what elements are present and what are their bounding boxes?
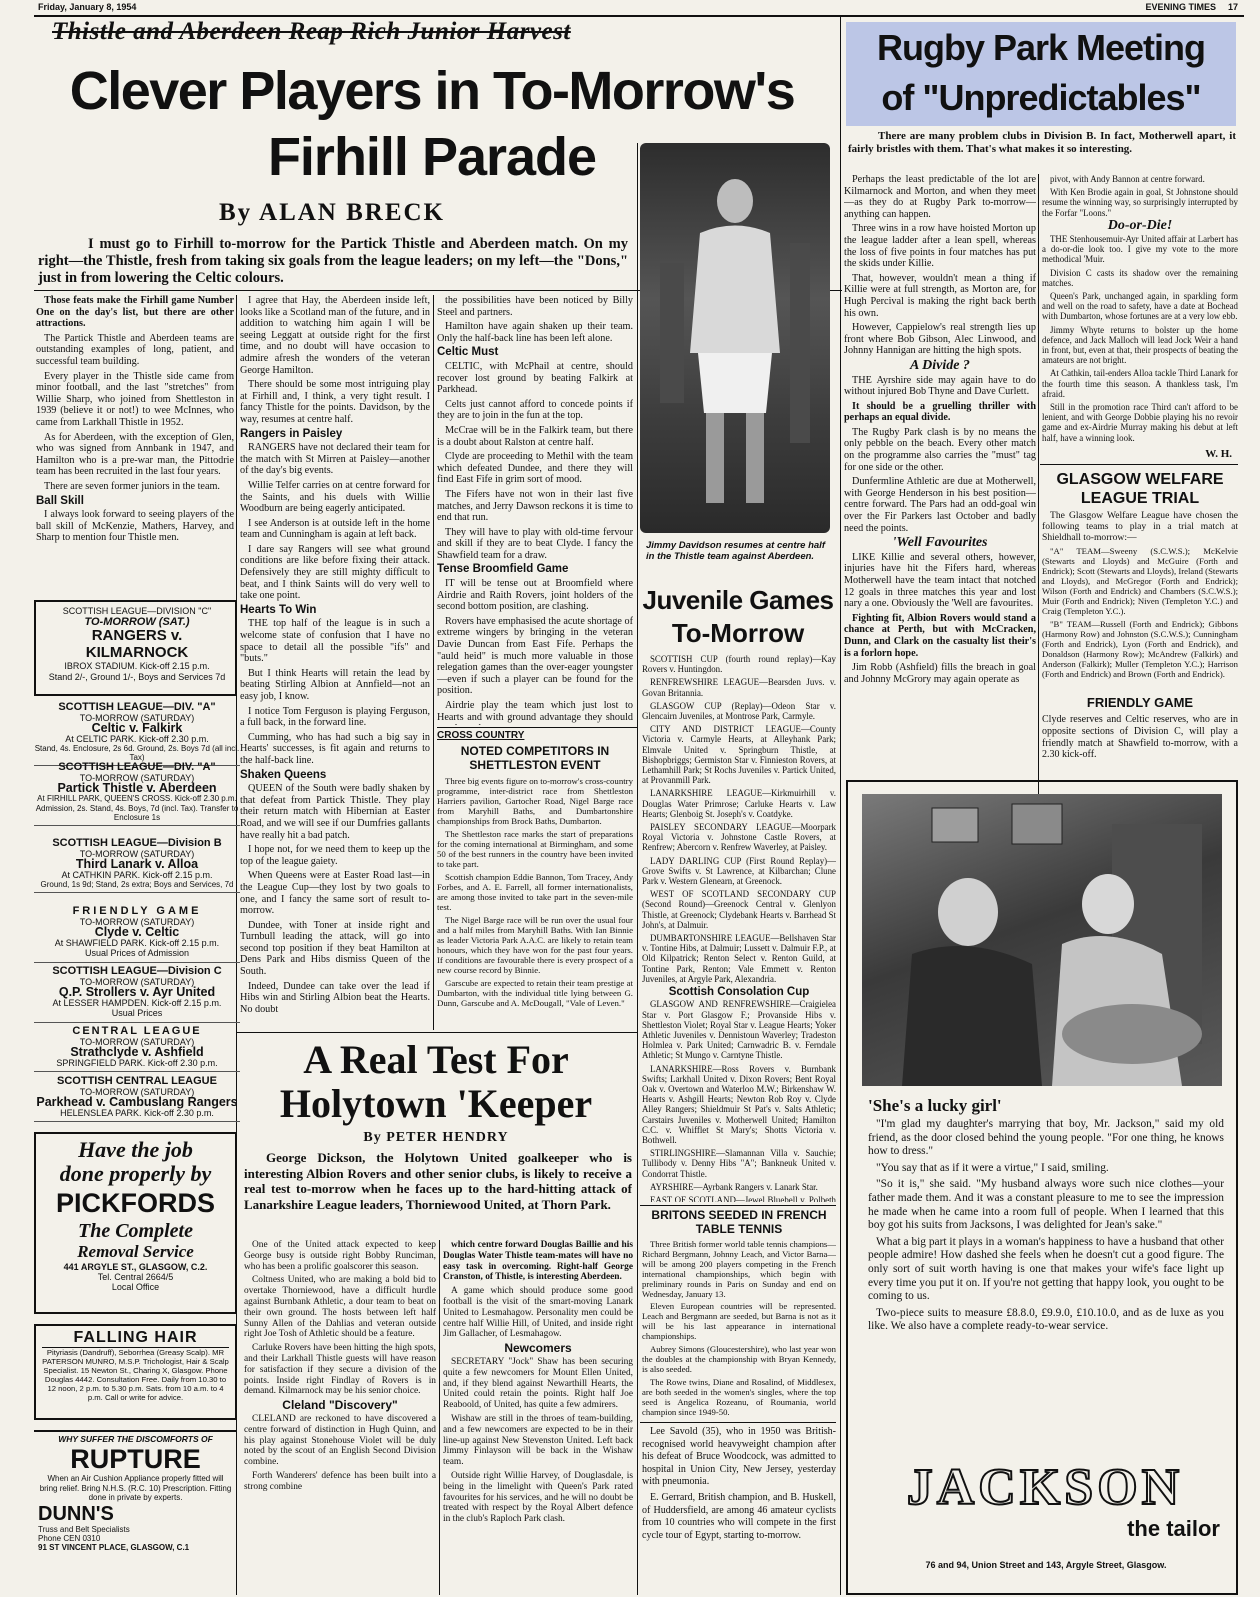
cross-country-body [437,776,633,1026]
jackson-illustration [862,794,1222,1086]
fixture-2-venue: At CELTIC PARK. Kick-off 2.30 p.m. [65,733,209,744]
rugby-col1-b2: It should be a gruelling thriller with perhaps an equal divide. [844,400,1036,424]
davidson-photo [640,143,830,533]
cross-country-p1: Three big events figure on to-morrow's cross-country programme, inter-district race from Shettleston Harriers pavilion, Gartocher Road, Nigel Barge race from Maryhill Baths, and Dumbartonshire championships from Brock Baths, Dumbarton. [437,776,633,826]
juvenile-item-9: DUMBARTONSHIRE LEAGUE—Bellshaven Star v. Tontine Hibs, at Dalmuir; Lussett v. Dalmuir F.P., at Old Kilpatrick; Renton Select v. Renton Guild, at Tontine Park, Renton; Vale Emmett v. Renton Juveniles, at Argyle Park, Alexandria. [642,933,836,984]
holytown-byline: By PETER HENDRY [363,1130,509,1145]
main-col1-p5: There are seven former juniors in the team. [44,480,220,492]
rugby-col1-p3: That, however, wouldn't mean a thing if Killie were at full strength, as Morton are, for Hugh Percival is making the right back berth his own. [844,272,1036,319]
main-headline-2: Firhill Parade [267,127,597,187]
juvenile-list [642,654,836,1202]
holytown-col2-b1: SECRETARY "Jock" Shaw has been securing quite a few newcomers for Mount Ellen United, and, if they blend against Newarthill Hearts, the United could retain the points. Right half Joe Reaboold, of United, has quite a few admirers. [443,1356,633,1411]
fixture-8 [34,1076,240,1122]
rugby-standfirst: There are many problem clubs in Division B. In fact, Motherwell apart, it fairly bristles with them. That's what makes it so interesting. [848,130,1236,155]
main-col3-sub1: Celtic Must [437,346,499,359]
pickfords-tag1: The Complete [78,1220,193,1242]
main-col3-p2: Hamilton have again shaken up their team. Only the half-back line has been left alone. [437,321,633,344]
main-col-3 [437,295,633,725]
juvenile-sub: Scottish Consolation Cup [668,986,810,999]
main-col1-b: I always look forward to seeing players of the ball skill of McKenzie, Mathers, Harvey, and Sharp to mention four Thistle men. [36,509,234,544]
juvenile-item-8: WEST OF SCOTLAND SECONDARY CUP (Second Round)—Greenock Central v. Glenlyon Thistle, at Greenock; Clydebank Hearts v. Barrhead St John's, at Dalmuir. [642,889,836,930]
rugby-headline-1: Rugby Park Meeting [876,27,1206,68]
holytown-col2-p2: A game which should produce some good football is the visit of the smart-moving Lanark United to Lesmahagow. Personality men could be centre half Willie Hill, of United, and inside right Jim Gallacher, of Lesmahagow. [443,1286,633,1340]
table-tennis-p4: The Rowe twins, Diane and Rosalind, of Middlesex, are both seeded in the women's singles, where the top seed is Angelica Rozeanu, of Roumania, world champion since 1949-50. [642,1376,836,1417]
juvenile-item-b1: GLASGOW AND RENFREWSHIRE—Craigielea Star v. Port Glasgow F.; Provanside Hibs v. Shettleston Violet; Royal Star v. League Hearts; Yoker Athletic Juveniles v. Dennistoun Waverley; Tradeston Holmlea v. Park United; Carnwadric B. v. Ferndale Athletic; St Mungo v. Carntyne Thistle. [642,999,836,1061]
fixture-4-prices: Ground, 1s 9d; Stand, 2s extra; Boys and Services, 7d [40,880,234,889]
cross-country-p3: Scottish champion Eddie Bannon, Tom Tracey, Andy Forbes, and A. E. Farrell, all former internationalists, are among those invited to take part in the seven-mile test. [437,872,633,912]
jackson-body [868,1118,1224,1448]
rugby-col2-b3: Queen's Park, unchanged again, in sparkling form and well on the road to safety, have a date at Bochead with Dumbarton, whose fortunes are at a very low ebb. [1042,291,1238,322]
rugby-col1-sub2: 'Well Favourites [892,535,988,551]
fixture-8-when: TO-MORROW (SATURDAY) [79,1086,195,1097]
fixture-2-league: SCOTTISH LEAGUE—DIV. "A" [58,701,216,713]
boxing-body [642,1426,836,1592]
fixture-5-match: Clyde v. Celtic [94,925,180,939]
welfare-headline: GLASGOW WELFARE LEAGUE TRIAL [1056,471,1224,507]
welfare-team-b: "B" TEAM—Russell (Forth and Endrick); Gibbons (Harmony Row) and Johnston (S.C.W.S.); Cunningham (Forth and Endrick), Lyon (Forth and Endrick), and Donaldson (Harmony Row); McAndrew (Falkirk) and Anderson (Falkirk); Muller (Templeton Y.C.); Harrison (Forth and Endrick) and Brown (Forth and Endrick). [1042,619,1238,679]
juvenile-item-1: SCOTTISH CUP (fourth round replay)—Kay Rovers v. Huntingdon. [642,654,836,675]
juvenile-item-3: GLASGOW CUP (Replay)—Odeon Star v. Glencairn Juveniles, at Montrose Park, Carmyle. [642,700,836,722]
juvenile-headline-1: Juvenile Games [642,585,834,615]
main-col3-b5: The Fifers have not won in their last five matches, and Jerry Dawson reckons it is time to end that run. [437,488,633,524]
main-col3-c1: IT will be tense out at Broomfield where Airdrie and Raith Rovers, joint holders of the second bottom position, are clashing. [437,578,633,613]
rugby-col2-b1: THE Stenhousemuir-Ayr United affair at Larbert has a do-or-die look too. I give my vote to the more methodical 'Muir. [1042,234,1238,265]
holytown-col1-p1: One of the United attack expected to keep George busy is outside right Bobby Runciman, who has been a prolific goalscorer this season. [244,1240,436,1272]
main-col2-sub1: Rangers in Paisley [240,427,343,440]
main-col2-d5: Indeed, Dundee can take over the lead if Hibs win and Stirling Albion beat the Hearts. No doubt [240,980,430,1015]
jackson-headline: 'She's a lucky girl' [868,1096,1002,1115]
holytown-col1-b2: Forth Wanderers' defence has been built into a strong combine [244,1470,436,1492]
fixture-3 [34,762,240,826]
main-col3-b6: They will have to play with old-time fervour and skill if they are to beat Clyde. I fancy the Shawfield team for a draw. [437,526,633,561]
fixture-6-match: Q.P. Strollers v. Ayr United [58,985,216,999]
rupture-body: When an Air Cushion Appliance properly fitted will bring relief. Bring N.H.S. (R.C. 10) Prescription. Fitting done in private by experts. [39,1474,232,1502]
fixture-2 [34,702,240,766]
holytown-headline-1: A Real Test For [303,1037,569,1082]
main-col2-p2: There should be some most intriguing play at Firhill and, I think, a very tight result. I fancy Thistle for the points. Davidson, by the way, resumes at centre half. [240,379,430,425]
main-col2-c3: I notice Tom Ferguson is playing Ferguson, a full back, in the forward line. [240,705,430,729]
fixture-8-venue: HELENSLEA PARK. Kick-off 2.30 p.m. [60,1107,214,1118]
rupture-address: 91 ST VINCENT PLACE, GLASGOW, C.1 [38,1542,190,1552]
rugby-col2-sub: Do-or-Die! [1107,217,1173,233]
fixture-7 [34,1026,240,1072]
table-tennis-headline: BRITONS SEEDED IN FRENCH TABLE TENNIS [651,1208,827,1236]
main-byline: By ALAN BRECK [218,199,446,226]
couple-illustration-icon [862,794,1222,1086]
jackson-p4: What a big part it plays in a woman's happiness to have a husband that other people admire! How dashed she feels when he doesn't cut a good figure. The only sort of suit worth having is one that makes your wife's face light up every time you put it on. If you're not getting that happy look, you ought to be coming to us. [868,1235,1224,1303]
rugby-col2-b4: Jimmy Whyte returns to bolster up the home defence, and Jack Malloch will lead Jock Weir a hand in front, but, even at that, their prospects of beating the amateurs are not bright. [1042,324,1238,366]
cross-country-p2: The Shettleston race marks the start of preparations for the coming international at Birmingham, and some 50 of the best runners in the country have been invited to take part. [437,829,633,869]
fixture-1-match: RANGERS v. KILMARNOCK [85,627,189,661]
player-figure-icon [640,143,830,533]
rugby-col1-c3: Jim Robb (Ashfield) fills the breach in goal and Johnny McGrory may again operate as [844,662,1036,685]
main-col-1 [36,295,234,585]
welfare-team-a: "A" TEAM—Sweeny (S.C.W.S.); McKelvie (Stewarts and Lloyds) and McGuire (Forth and Endrick); Scott (Stewarts and Lloyds), Ireland (Stewarts and Lloyds), and McGregor (Forth and Endrick); Wilson (Forth and Endrick) and Chambers (S.C.W.S.); Muir (Forth and Endrick); Niven (Templeton Y.C.) and Craig (Templeton Y.C.). [1042,546,1238,616]
rugby-col1-sub1: A Divide ? [910,357,970,373]
fixture-4-league: SCOTTISH LEAGUE—Division B [52,837,222,849]
juvenile-item-5: LANARKSHIRE LEAGUE—Kirkmuirhill v. Douglas Water Primrose; Carluke Hearts v. Law Hearts; Glenboig St. Joseph's v. Coatdyke. [642,788,836,819]
rugby-col1-p2: Three wins in a row have hoisted Morton up the league ladder after a lean spell, whereas the loss of five points in four matches has put the skids under Killie. [844,223,1036,270]
juvenile-item-6: PAISLEY SECONDARY LEAGUE—Moorpark Royal Victoria v. Johnstone Castle Rovers, at Renfrew; Abercorn v. Renfrew Waverley, at Paisley. [642,822,836,853]
fixture-1-when: TO-MORROW (SAT.) [84,615,190,628]
juvenile-item-7: LADY DARLING CUP (First Round Replay)—Grove Swifts v. St Lawrence, at Kilbarchan; Clune Park v. Western Glenearn, at Greenock. [642,855,836,887]
main-col1-p2: The Partick Thistle and Aberdeen teams are outstanding examples of long, patient, and successful team building. [36,332,234,367]
falling-hair-title: FALLING HAIR [42,1329,229,1348]
rugby-col2-p1: pivot, with Andy Bannon at centre forward. [1050,174,1205,184]
rugby-col1-b1: THE Ayrshire side may again have to do without injured Bob Thyne and Dave Curlett. [844,374,1036,398]
fixture-6-prices: Usual Prices [111,1008,163,1018]
fixture-7-venue: SPRINGFIELD PARK. Kick-off 2.30 p.m. [56,1057,218,1068]
pickfords-line2: done properly by [59,1161,212,1186]
juvenile-item-b5: EAST OF SCOTLAND—Jewel Bluebell v. Polbeth [650,1194,836,1202]
holytown-standfirst: George Dickson, the Holytown United goalkeeper who is interesting Albion Rovers and other senior clubs, is likely to receive a real test to-morrow when he faces up to the hard-hitting attack of Lanarkshire League leaders, Thorniewood United, at Thorn Park. [244,1150,632,1212]
fixture-2-match: Celtic v. Falkirk [91,721,183,735]
top-strap: Thistle and Aberdeen Reap Rich Junior Harvest [52,18,571,45]
holytown-col-2 [443,1240,633,1595]
main-col2-c1: THE top half of the league is in such a welcome state of confusion that I have no space to detail all the possible "ifs" and "buts." [240,618,430,665]
main-col2-b1: RANGERS have not declared their team for the match with St Mirren at Paisley—another of the day's big events. [240,442,430,477]
jackson-p2: "You say that as if it were a virtue," I said, smiling. [876,1161,1109,1174]
rupture-title: RUPTURE [70,1444,201,1474]
juvenile-item-b2: LANARKSHIRE—Ross Rovers v. Burnbank Swifts; Larkhall United v. Dixon Rovers; Bent Royal Oak v. Overtown and Waterloo M.W.; Birkenshaw W. Hearts v. Ashgill Hearts; Newton Rob Roy v. Clyde Alley Rangers; Shieldmuir St Pat's v. Salts Athletic; Carstairs Juveniles v. Motherwell United; Hamilton C.C. v. Whifflet St Mary's; Shotts Victoria v. Bothwell. [642,1063,836,1145]
holytown-col1-p2: Coltness United, who are making a bold bid to overtake Thorniewood, have a difficult hurdle against Burnbank Athletic, a dour team to beat on their own ground. The hosts between left half Sunny Allen of the Dahlias and veteran outside right Joe Tosh of Athletic should be a feature. [244,1275,436,1340]
rupture-brand: DUNN'S [38,1502,114,1525]
main-col3-sub2: Tense Broomfield Game [437,563,569,576]
main-col2-p1: I agree that Hay, the Aberdeen inside left, looks like a Scotland man of the future, and in addition to watching him again I will be seeing Leggatt at outside right for the first time, and no doubt will have occasion to admire afresh the wonders of the veteran George Hamilton. [240,295,430,376]
rupture-top: WHY SUFFER THE DISCOMFORTS OF [58,1434,213,1444]
table-tennis-p2: Eleven European countries will be represented. Leach and Bergmann are seeded, but Barna is not as it will be his last appearance in international championships. [642,1301,836,1342]
main-standfirst: I must go to Firhill to-morrow for the Partick Thistle and Aberdeen match. On my right—the Thistle, fresh from taking six goals from the league leaders; on my left—the "Dons," just in from lowering the Celtic colours. [38,236,628,286]
friendly-body: Clyde reserves and Celtic reserves, who are in opposite sections of Division C, will play a friendly match at Shawfield to-morrow, with a 2.30 kick-off. [1042,714,1238,761]
main-col3-b1: CELTIC, with McPhail at centre, should recover lost ground by beating Falkirk at Parkhead. [437,360,633,396]
pickfords-brand: PICKFORDS [55,1188,215,1218]
fixture-6-venue: At LESSER HAMPDEN. Kick-off 2.15 p.m. [52,997,222,1008]
rugby-col2-b2: Division C casts its shadow over the remaining matches. [1042,267,1238,288]
main-col1-p3: Every player in the Thistle side came from minor football, and the last "stretches" from Willie Sharp, who joined from Shettleston in 1939 (believe it or not!) to wee McInnes, who came from Larkhall Thistle in 1952. [36,370,234,428]
fixture-3-prices: Admission, 2s. Stand, 4s. Boys, 7d (incl. Tax). Transfer to Enclosure 1s [35,804,239,822]
fixture-list [34,604,240,699]
table-tennis-p1: Three British former world table tennis champions—Richard Bergmann, Johnny Leach, and Victor Barna—will be among 200 players competing in the French international championships, which begin with preliminary rounds in Paris on Sunday and end on Wednesday, January 13. [642,1240,836,1299]
rupture-phone: Phone CEN 0310 [38,1533,101,1543]
fixture-5-league: FRIENDLY GAME [72,905,202,917]
main-col2-b3: I see Anderson is at outside left in the home team and Cunningham is again at left back. [240,517,430,541]
fixture-1-prices: Stand 2/-, Ground 1/-, Boys and Services 7d [48,671,226,682]
rugby-col1-p4: However, Cappielow's real strength lies up front where Bob Gibson, Alec Linwood, and Johnny Hannigan are hitting the high spots. [844,322,1036,357]
main-col2-d3: When Queens were at Easter Road last—in the League Cup—they lost by two goals to one, and I fancy the same sort of result to-morrow. [240,870,430,917]
rupture-spec: Truss and Belt Specialists [38,1524,130,1534]
cross-country-headline: NOTED COMPETITORS IN SHETTLESTON EVENT [460,744,610,772]
main-col2-b4: I dare say Rangers will see what ground conditions are like before fixing their attack. Defensively they are still mighty difficult to beat, and I think Saints will do very well to take one point. [240,543,430,602]
rugby-headline-2: of "Unpredictables" [881,77,1201,118]
cross-country-p4: The Nigel Barge race will be run over the usual four and a half miles from Maryhill Baths. With Ian Binnie as leader Victoria Park A.A.C. are likely to retain team honours, which they have won for the past four years. If conditions are favourable there is every prospect of a new course record by Binnie. [437,915,633,975]
rugby-col-1 [844,174,1036,834]
pickfords-address: 441 ARGYLE ST., GLASGOW, C.2. [63,1262,208,1272]
cross-country-p5: Garscube are expected to retain their team prestige at Dumbarton, with the individual title lying between G. Dunn, Garscube and A. McDougall, "Vale of Leven." [437,978,633,1008]
rugby-col1-c2: Fighting fit, Albion Rovers would stand a chance at Perth, but with McCracken, Dunn, and Clark on the casualty list their's is a forlorn hope. [844,612,1036,659]
fixture-3-when: TO-MORROW (SATURDAY) [79,772,195,783]
main-col2-sub2: Hearts To Win [240,603,317,616]
main-col2-d4: Dundee, with Toner at inside right and Turnbull leading the attack, will go into second top position if they beat Hamilton at Dens Park and Hibs dismiss Queen of the South. [240,919,430,978]
juvenile-item-b4: AYRSHIRE—Ayrbank Rangers v. Lanark Star. [650,1181,818,1192]
cross-country-kicker: CROSS COUNTRY [437,730,525,741]
fixture-7-league: CENTRAL LEAGUE [72,1025,202,1037]
rugby-col1-p1: Perhaps the least predictable of the lot are Kilmarnock and Morton, and when they meet—as they do at Rugby Park to-morrow—anything can happen. [844,174,1036,220]
jackson-p1: "I'm glad my daughter's marrying that boy, Mr. Jackson," said my old friend, as the door closed behind the young people. "For one thing, he knows how to dress." [868,1118,1224,1158]
juvenile-item-2: RENFREWSHIRE LEAGUE—Bearsden Juvs. v. Govan Britannia. [642,677,836,698]
main-col3-b4: Clyde are proceeding to Methil with the team which defeated Dundee, and there they will find East Fife in grim sort of mood. [437,451,633,486]
pickfords-office: Local Office [111,1282,160,1292]
boxing-p1: Lee Savold (35), who in 1950 was British-recognised world heavyweight champion after his defeat of Bruce Woodcock, was admitted to hospital in Union City, New Jersey, yesterday with pneumonia. [642,1426,836,1488]
fixture-1-venue: IBROX STADIUM. Kick-off 2.15 p.m. [64,661,210,671]
jackson-p3: "So it is," she said. "My husband always wore such nice clothes—your father made them. And it was a constant pleasure to me to see the impression he made when he came into a room full of people. When I learned that this boy got his suits from Jacksons, I was delighted for Jean's sake." [868,1178,1224,1232]
rugby-col1-b3: The Rugby Park clash is by no means the only pebble on the beach. Every other match on the programme also carries the "must" tag for one side or the other. [844,426,1036,473]
rugby-col-2 [1042,174,1238,464]
falling-hair-body: Pityriasis (Dandruff), Seborrhea (Greasy Scalp). MR PATERSON MUNRO, M.S.P. Trichologist, Hair & Scalp Specialist. 15 Newton St., Charing X, Glasgow. Phone Douglas 4442. Consultation Free. Daily from 10.30 to 12 noon, 2 p.m. to 5.30 p.m. Sats. from 10 a.m. to 4 p.m. Call or write for advice. [42,1348,229,1402]
masthead-page: 17 [1227,2,1238,12]
main-col2-b2: Willie Telfer carries on at centre forward for the Saints, and his duels with Willie Woodburn are being eagerly anticipated. [240,479,430,515]
fixture-8-match: Parkhead v. Cambuslang Rangers [36,1095,238,1109]
main-col3-c2: Rovers have emphasised the acute shortage of extreme wingers by bringing in the veteran Davie Duncan from East Fife. Perhaps the "auld heid" is much more valuable in those relegation games than the over-eager youngster—even if such a player can be found for the position. [437,615,633,697]
table-tennis-p3: Aubrey Simons (Gloucestershire), who last year won the doubles at the championship with Bryan Kennedy, is also seeded. [642,1344,836,1374]
masthead-date: Friday, January 8, 1954 [38,2,137,12]
pickfords-line1: Have the job [78,1137,193,1162]
rupture-ad [34,1430,237,1592]
main-col-2 [240,295,430,1020]
jackson-brand: JACKSON [906,1459,1184,1516]
fixture-5 [34,906,240,963]
friendly-headline: FRIENDLY GAME [1086,695,1194,710]
holytown-col1-sub: Cleland "Discovery" [282,1398,398,1413]
jackson-address: 76 and 94, Union Street and 143, Argyle Street, Glasgow. [925,1560,1167,1570]
masthead [38,2,1238,14]
main-col1-subhead: Ball Skill [36,494,84,507]
main-col1-p4: As for Aberdeen, with the exception of Glen, who was signed from Annbank in 1947, and Hamilton who is a pre-war man, the Pittodrie team has been recruited in the last four years. [36,431,234,478]
fixture-8-league: SCOTTISH CENTRAL LEAGUE [57,1075,217,1087]
main-col1-p1: Those feats make the Firhill game Number One on the day's list, but there are other attractions. [36,295,234,330]
juvenile-headline-2: To-Morrow [671,618,805,648]
fixture-5-prices: Usual Prices of Admission [84,948,190,958]
main-col2-d1: QUEEN of the South were badly shaken by that defeat from Partick Thistle. They play their return match with Hibernian at Easter Road, and we will see if our Dumfries gallants have really hit a bad patch. [240,783,430,841]
fixture-7-match: Strathclyde v. Ashfield [70,1045,204,1059]
fixture-7-when: TO-MORROW (SATURDAY) [79,1036,195,1047]
masthead-paper: EVENING TIMES [1145,2,1216,12]
pickfords-tel: Tel. Central 2664/5 [97,1272,174,1282]
fixture-6-when: TO-MORROW (SATURDAY) [79,976,195,987]
holytown-col2-p1: which centre forward Douglas Baillie and his Douglas Water Thistle team-mates will have no easy task in overcoming. Right-half George Cranston, of Thistle, is interesting Aberdeen. [443,1240,633,1283]
main-col3-c3: Airdrie play the team which just lost to Hearts and with ground advantage they should [437,700,633,723]
fixture-5-venue: At SHAWFIELD PARK. Kick-off 2.15 p.m. [54,937,220,948]
fixture-6-league: SCOTTISH LEAGUE—Division C [52,965,222,977]
rugby-col1-c1: LIKE Killie and several others, however, injuries have hit the Fifers hard, whereas Motherwell have the team intact that notched 12 goals in three matches this year and lost nary a one. Obviously the 'Well are favourites. [844,551,1036,610]
pickfords-ad [34,1132,237,1314]
holytown-col1-p3: Carluke Rovers have been hitting the high spots, and their Larkhall Thistle guests will have reason for satisfaction if they secure a division of the points. Inside right Findlay of Rovers is in demand. Kilmarnock may be his senior choice. [244,1343,436,1397]
main-headline-1: Clever Players in To-Morrow's [69,61,795,121]
fixture-2-prices: Stand, 4s. Enclosure, 2s 6d. Ground, 2s. Boys 7d (all incl. Tax) [34,744,240,762]
fixture-4 [34,838,240,893]
rugby-col2-b5: At Cathkin, tail-enders Alloa tackle Third Lanark for the fourth time this season. A thankless task, I'm afraid. [1042,368,1238,399]
jackson-brand2: the tailor [1127,1516,1220,1541]
juvenile-item-4: CITY AND DISTRICT LEAGUE—County Victoria v. Carmyle Hearts, at Alleyhank Park; Elmvale United v. Springburn Thistle, at Bishopbriggs; Germiston Star v. Finnieston Rovers, at Lethamhill Park; St Rochs Juveniles v. Partick United, at Provanmill Park. [642,724,836,786]
fixture-3-venue: At FIRHILL PARK, QUEEN'S CROSS. Kick-off 2.30 p.m. [37,793,237,803]
boxing-p2: E. Gerrard, British champion, and B. Huskell, of Huddersfield, are among 46 amateur cyclists from 10 countries who will compete in the first cycle tour of Egypt, starting to-morrow. [642,1491,836,1541]
welfare-body [1042,510,1238,690]
holytown-col-1 [244,1240,436,1595]
fixture-1-league: SCOTTISH LEAGUE—DIVISION "C" [62,606,212,616]
pickfords-tag2: Removal Service [77,1242,194,1261]
rugby-col2-p2: With Ken Brodie again in goal, St Johnstone should resume the winning way, so surprisingly interrupted by the Forfar "Loons." [1042,187,1238,218]
fixture-6 [34,966,240,1023]
welfare-intro: The Glasgow Welfare League have chosen the following teams to play in a trial match at Shieldhall to-morrow:— [1042,510,1238,543]
davidson-caption: Jimmy Davidson resumes at centre half in the Thistle team against Aberdeen. [646,540,825,562]
juvenile-item-b3: STIRLINGSHIRE—Slamannan Villa v. Sauchie; Tullibody v. Denny Hibs "A"; Bankneuk United v. Condorrat Thistle. [642,1148,836,1179]
fixture-1 [34,604,240,696]
holytown-col2-b2: Wishaw are still in the throes of team-building, and a few newcomers are expected to be in their line-up against New Stevenston United. Left back Jimmy Finlayson will be back in the Wishaw team. [443,1413,633,1468]
falling-hair-ad [34,1324,237,1420]
holytown-col1-b1: CLELAND are reckoned to have discovered a centre forward of distinction in Hugh Quinn, and his play against Stonehouse Violet will be duly noted by the scout of an English Second Division combine. [244,1413,436,1468]
fixture-3-league: SCOTTISH LEAGUE—DIV. "A" [58,761,216,773]
main-col3-b3: McCrae will be in the Falkirk team, but there is a doubt about Ralston at centre half. [437,424,633,448]
rugby-col1-b4: Dunfermline Athletic are due at Motherwell, with George Henderson in his best position—centre forward. The Pars had an odd-goal win over the Fir Parkers last October and badly need the points. [844,476,1036,534]
table-tennis-body [642,1240,836,1418]
main-col3-b2: Celts just cannot afford to concede points if they are to join in the fun at the top. [437,398,633,422]
fixture-2-when: TO-MORROW (SATURDAY) [79,712,195,723]
holytown-headline-2: Holytown 'Keeper [279,1081,593,1126]
main-col2-d2: I hope not, for we need them to keep up the top of the league gaiety. [240,844,430,867]
holytown-col2-sub: Newcomers [504,1341,572,1356]
rugby-col2-b6: Still in the promotion race Third can't afford to be lenient, and with George Dobbie playing his no revoir game and ex-Airdrie Murray making his debut at left half, have a winning look. [1042,402,1238,443]
holytown-col2-b3: Outside right Willie Harvey, of Douglasdale, is being in the limelight with Queen's Park rated favourites for his services, and he will no doubt be treated with respect by the Royal Albert defence in the club's Raploch Park clash. [443,1470,633,1525]
main-col3-p1: the possibilities have been noticed by Billy Steel and partners. [437,295,633,318]
fixture-4-venue: At CATHKIN PARK. Kick-off 2.15 p.m. [61,869,213,880]
main-col2-c2: But I think Hearts will retain the lead by beating Stirling Albion at Annfield—not an easy job, I know. [240,667,430,702]
rugby-signoff: W. H. [1205,448,1232,460]
fixture-4-when: TO-MORROW (SATURDAY) [79,848,195,859]
fixture-4-match: Third Lanark v. Alloa [75,857,199,871]
main-col2-sub3: Shaken Queens [240,768,327,781]
fixture-5-when: TO-MORROW (SATURDAY) [79,916,195,927]
main-col2-c4: Cumming, who has had such a big say in Hearts' successes, is fit again and returns to the half-back line. [240,731,430,766]
fixture-3-match: Partick Thistle v. Aberdeen [57,781,217,795]
jackson-p5: Two-piece suits to measure £8.8.0, £9.9.0, £10.10.0, and as de luxe as you like. We also have a complete ready-to-wear service. [868,1306,1224,1333]
